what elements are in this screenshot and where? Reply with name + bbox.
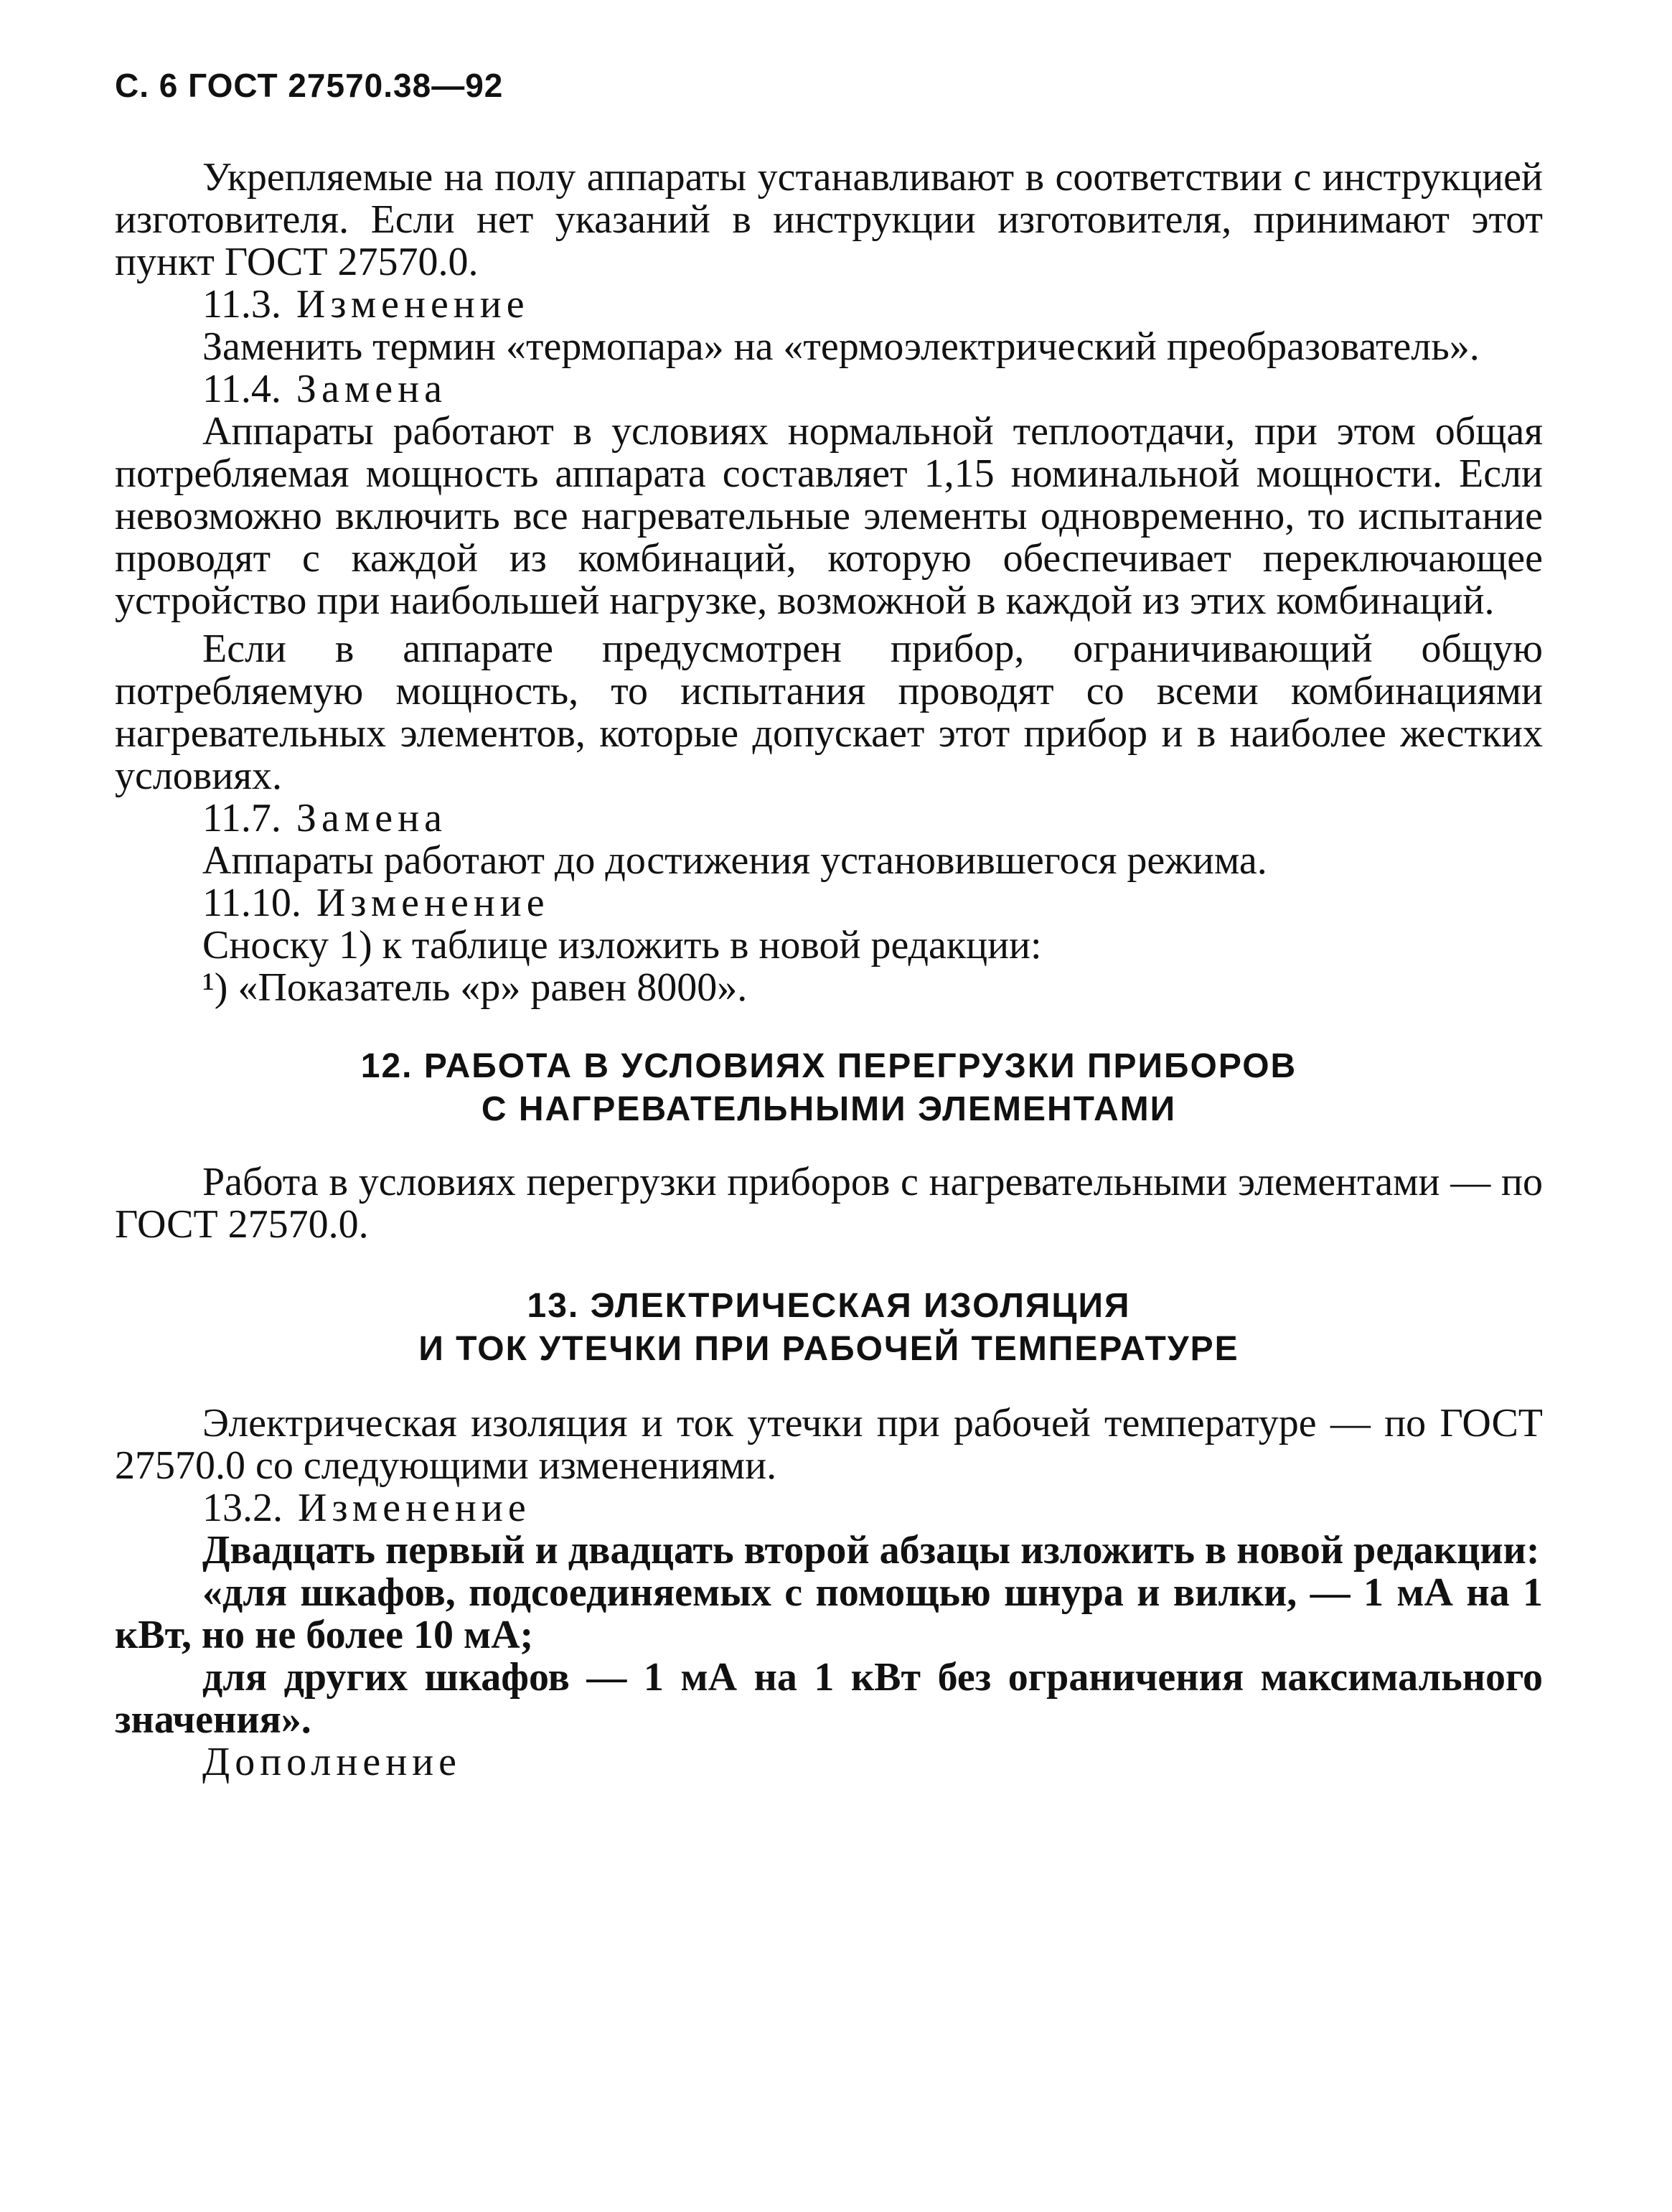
clause-number: 11.4. [202, 367, 281, 411]
paragraph-steady-state: Аппараты работают до достижения установившегося режима. [202, 838, 1267, 883]
clause-label: Изменение [296, 282, 530, 327]
clause-11-3 [115, 283, 1543, 326]
paragraph-new-edition: Двадцать первый и двадцать второй абзацы изложить в новой редакции: [202, 1528, 1540, 1573]
paragraph-overload: Работа в условиях перегрузки приборов с нагревательными элементами — по ГОСТ 27570.0. [115, 1160, 1543, 1247]
clause-label: Изменение [316, 881, 550, 925]
clause-addition: Дополнение [202, 1740, 461, 1784]
clause-label: Замена [296, 796, 447, 840]
paragraph-footnote-edit: Сноску 1) к таблице изложить в новой редакции: [202, 923, 1042, 967]
page-header: С. 6 ГОСТ 27570.38—92 [115, 67, 504, 104]
paragraph-floor-mounted: Укрепляемые на полу аппараты устанавливают в соответствии с инструкцией изготовителя. Если нет указаний в инструкции изготовителя, принимают этот пункт ГОСТ 27570.0. [115, 155, 1543, 284]
clause-11-10 [115, 882, 1543, 924]
clause-number: 11.3. [202, 282, 281, 327]
paragraph-cabinets-cord: «для шкафов, подсоединяемых с помощью шнура и вилки, — 1 мА на 1 кВт, но не более 10 мА; [115, 1570, 1543, 1657]
clause-11-7 [115, 797, 1543, 840]
clause-label: Замена [296, 367, 447, 411]
clause-13-2 [115, 1487, 1543, 1529]
document-body [115, 156, 1543, 1784]
heading-line-2: И ТОК УТЕЧКИ ПРИ РАБОЧЕЙ ТЕМПЕРАТУРЕ [418, 1330, 1239, 1368]
paragraph-replace-term: Заменить термин «термопара» на «термоэлектрический преобразователь». [202, 324, 1480, 369]
paragraph-power-limiter: Если в аппарате предусмотрен прибор, ограничивающий общую потребляемую мощность, то испытания проводят со всеми комбинациями нагревательных элементов, которые допускает этот прибор и в наиболее жестких условиях. [115, 627, 1543, 798]
clause-number: 11.10. [202, 881, 301, 925]
clause-label: Изменение [298, 1486, 531, 1530]
footnote-body: «Показатель «p» равен 8000». [238, 965, 748, 1010]
paragraph-other-cabinets: для других шкафов — 1 мА на 1 кВт без ограничения максимального значения». [115, 1655, 1543, 1742]
footnote-text [115, 967, 1543, 1009]
heading-line-1: 13. ЭЛЕКТРИЧЕСКАЯ ИЗОЛЯЦИЯ [527, 1287, 1131, 1325]
heading-line-1: 12. РАБОТА В УСЛОВИЯХ ПЕРЕГРУЗКИ ПРИБОРОВ [360, 1047, 1297, 1085]
section-12-heading [115, 1045, 1543, 1131]
clause-11-4 [115, 368, 1543, 411]
paragraph-insulation: Электрическая изоляция и ток утечки при рабочей температуре — по ГОСТ 27570.0 со следующими изменениями. [115, 1401, 1543, 1488]
clause-number: 13.2. [202, 1486, 283, 1530]
section-13-heading [115, 1285, 1543, 1371]
footnote-mark: ¹) [202, 965, 228, 1010]
paragraph-normal-heat: Аппараты работают в условиях нормальной теплоотдачи, при этом общая потребляемая мощность аппарата составляет 1,15 номинальной мощности. Если невозможно включить все нагревательные элементы одновременно, то испытание проводят с каждой из комбинаций, которую обеспечивает переключающее устройство при наибольшей нагрузке, возможной в каждой из этих комбинаций. [115, 409, 1543, 623]
heading-line-2: С НАГРЕВАТЕЛЬНЫМИ ЭЛЕМЕНТАМИ [481, 1090, 1177, 1128]
clause-number: 11.7. [202, 796, 281, 840]
